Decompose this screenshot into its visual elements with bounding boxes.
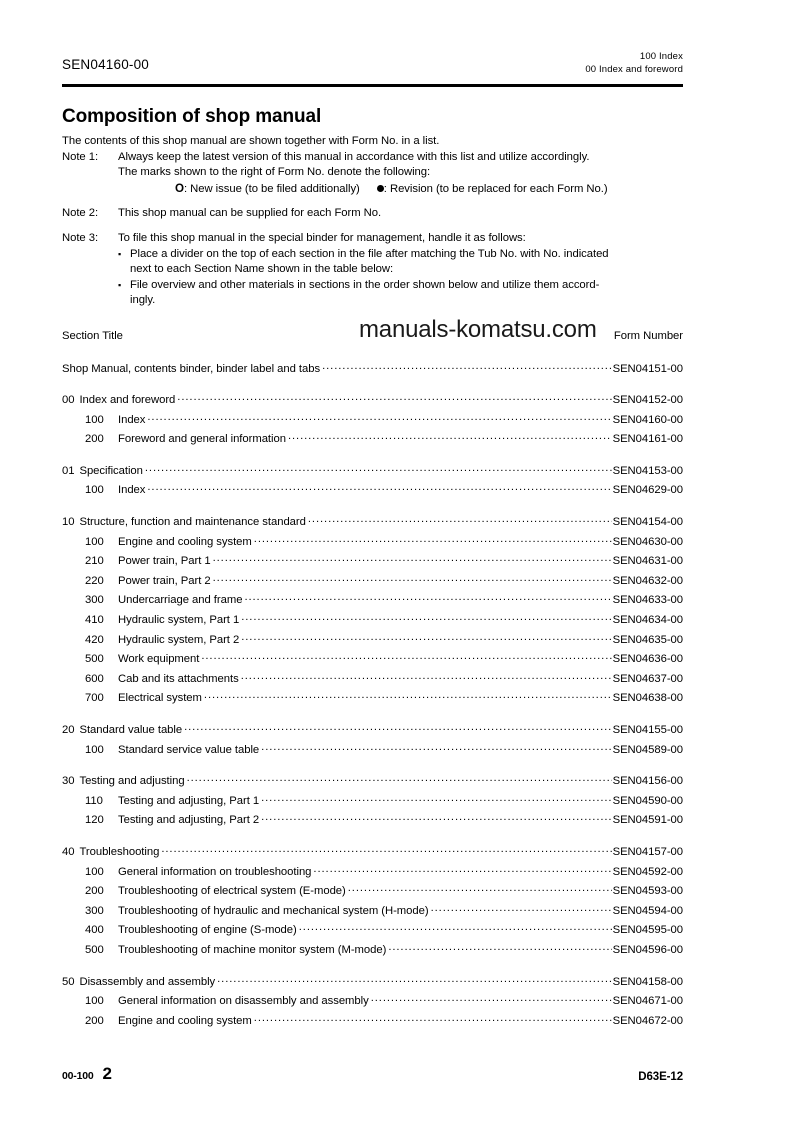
note-3-text: [118, 231, 702, 247]
toc-entry-number: 210: [85, 555, 104, 568]
toc-entry-form-number: SEN04592-00: [612, 865, 683, 878]
toc-spacer: [62, 707, 683, 719]
header-section-line1: 100 Index: [639, 51, 683, 62]
toc-entry-form-number: SEN04153-00: [612, 464, 683, 477]
page-title: Composition of shop manual: [62, 106, 322, 127]
toc-leader-dots: [252, 531, 612, 545]
toc-leader-dots: [239, 609, 611, 623]
toc-entry-label: Hydraulic system, Part 1: [118, 614, 240, 627]
toc-leader-dots: [145, 409, 611, 423]
note-2: [62, 206, 702, 222]
toc-entry-label: Work equipment: [118, 653, 200, 666]
toc-entry[interactable]: [62, 719, 683, 739]
toc-entry-label: Standard service value table: [118, 743, 260, 756]
header-form-number: SEN04160-00: [62, 57, 150, 72]
toc-leader-dots: [259, 790, 611, 804]
toc-entry-form-number: SEN04630-00: [612, 535, 683, 548]
header-section-line2: 00 Index and foreword: [585, 63, 683, 75]
toc-entry-form-number: SEN04593-00: [612, 885, 683, 898]
note-1: [62, 150, 702, 166]
toc-entry-form-number: SEN04596-00: [612, 943, 683, 956]
toc-entry[interactable]: [62, 861, 683, 881]
toc-entry-label: General information on troubleshooting: [118, 865, 312, 878]
toc-leader-dots: [215, 971, 611, 985]
toc-entry-number: 200: [85, 1014, 104, 1027]
toc-entry-form-number: SEN04155-00: [612, 724, 683, 736]
note-3-bullet-2-line-1: File overview and other materials in sections in the order shown below and utilize them accord-: [130, 278, 600, 291]
footer-page-number: 2: [102, 1064, 112, 1083]
toc-leader-dots: [286, 428, 612, 442]
page-footer: [62, 1062, 683, 1084]
toc-spacer: [62, 348, 683, 358]
toc-entry-number: 220: [85, 574, 104, 587]
note-spacer-1: [62, 197, 702, 206]
toc-entry-label: Hydraulic system, Part 2: [118, 633, 240, 646]
toc-entry-form-number: SEN04632-00: [612, 574, 683, 587]
toc-leader-dots: [369, 990, 612, 1004]
toc-entry-label: General information on disassembly and assembly: [118, 995, 369, 1008]
toc-entry[interactable]: [62, 939, 683, 959]
toc-header-section-title: Section Title: [62, 330, 123, 342]
toc-entry-number: 100: [85, 535, 104, 548]
note-3-bullet-2-line-2: ingly.: [130, 294, 156, 307]
note-3-label: Note 3:: [62, 231, 99, 244]
toc-entry-label: Foreword and general information: [118, 433, 286, 446]
toc-leader-dots: [346, 880, 612, 894]
note-spacer-2: [62, 222, 702, 231]
toc-entry-form-number: SEN04589-00: [612, 743, 683, 756]
toc-entry-form-number: SEN04161-00: [612, 433, 683, 446]
toc-entry-label: Troubleshooting of hydraulic and mechanical system (H-mode): [118, 904, 429, 917]
toc-leader-dots: [239, 668, 612, 682]
toc-entry-label: Troubleshooting of electrical system (E-mode): [118, 885, 346, 898]
toc-entry-label: Engine and cooling system: [118, 535, 252, 548]
note-3-bullet-1-line-1: Place a divider on the top of each section in the file after matching the Tub No. with No. indicated: [130, 247, 609, 260]
toc-entry-number: 40: [62, 845, 75, 858]
toc-entry-number: 700: [85, 692, 104, 705]
intro-lede: The contents of this shop manual are shown together with Form No. in a list.: [62, 135, 440, 147]
toc-entry-form-number: SEN04636-00: [612, 653, 683, 666]
toc-entry-label: Power train, Part 1: [118, 555, 211, 568]
note-1-label: Note 1:: [62, 150, 99, 163]
toc-entry-number: 200: [85, 885, 104, 898]
toc-leader-dots: [311, 861, 611, 875]
toc-entry-form-number: SEN04154-00: [612, 516, 683, 529]
toc-entry[interactable]: [62, 900, 683, 920]
toc-entry-number: 600: [85, 672, 104, 685]
watermark-text: manuals-komatsu.com: [359, 316, 597, 343]
toc-entry-form-number: SEN04671-00: [612, 995, 683, 1008]
toc-entry[interactable]: [62, 739, 683, 759]
note-3-intro: To file this shop manual in the special binder for management, handle it as follows:: [118, 231, 526, 244]
note-3-bullet-2-text: [130, 278, 702, 309]
toc-entry-label: Troubleshooting of machine monitor system (M-mode): [118, 943, 387, 956]
footer-left-group: [62, 1064, 112, 1084]
toc-entry[interactable]: [62, 589, 683, 609]
toc-entry[interactable]: [62, 570, 683, 590]
toc-entry-form-number: SEN04638-00: [612, 692, 683, 705]
toc-entry-number: 100: [85, 865, 104, 878]
note-2-text: This shop manual can be supplied for each Form No.: [118, 207, 382, 220]
toc-leader-dots: [386, 939, 611, 953]
toc-leader-dots: [297, 919, 612, 933]
toc-header-form-number: Form Number: [613, 330, 683, 342]
toc-entry-form-number: SEN04631-00: [612, 555, 683, 568]
toc-spacer: [62, 377, 683, 389]
toc-entry-label: Structure, function and maintenance standard: [79, 516, 306, 529]
toc-leader-dots: [306, 511, 612, 525]
toc-entry-label: Undercarriage and frame: [118, 594, 243, 607]
toc-entry-label: Engine and cooling system: [118, 1014, 252, 1027]
toc-entry-form-number: SEN04637-00: [612, 672, 683, 685]
revision-label: : Revision (to be replaced for each Form No.): [383, 182, 608, 195]
toc-entry[interactable]: [62, 609, 683, 629]
toc-entry-form-number: SEN04635-00: [612, 633, 683, 646]
toc-leader-dots: [242, 589, 611, 603]
footer-model-code: D63E-12: [638, 1071, 683, 1083]
toc-leader-dots: [211, 570, 612, 584]
toc-entry[interactable]: [62, 971, 683, 991]
toc-entry-label: Power train, Part 2: [118, 574, 211, 587]
revision-filled-circle-icon: [377, 185, 384, 192]
toc-entry-label: Disassembly and assembly: [79, 975, 216, 988]
toc-entry-label: Testing and adjusting, Part 1: [118, 794, 260, 807]
toc-entry-number: 420: [85, 633, 104, 646]
toc-row-list: [62, 348, 683, 1029]
toc-leader-dots: [211, 550, 612, 564]
toc-spacer: [62, 448, 683, 460]
toc-entry-number: 00: [62, 394, 75, 407]
toc-entry-form-number: SEN04629-00: [612, 484, 683, 497]
toc-entry-form-number: SEN04590-00: [612, 794, 683, 807]
note-3: [62, 231, 702, 247]
toc-entry-form-number: SEN04152-00: [612, 394, 683, 407]
toc-entry-number: 10: [62, 516, 75, 529]
toc-entry[interactable]: [62, 428, 683, 448]
toc-entry[interactable]: [62, 880, 683, 900]
toc-entry-label: Index: [118, 413, 146, 426]
note-1-line-2: The marks shown to the right of Form No. denote the following:: [118, 166, 431, 179]
toc-leader-dots: [145, 479, 611, 493]
toc-entry[interactable]: [62, 550, 683, 570]
toc-entry[interactable]: [62, 409, 683, 429]
toc-entry-form-number: SEN04595-00: [612, 924, 683, 937]
toc-entry[interactable]: [62, 841, 683, 861]
toc-entry-form-number: SEN04594-00: [612, 904, 683, 917]
toc-entry-label: Shop Manual, contents binder, binder label and tabs: [62, 362, 321, 375]
toc-leader-dots: [185, 770, 612, 784]
toc-entry[interactable]: [62, 648, 683, 668]
note-1-continued: [62, 165, 702, 181]
toc-entry-number: 300: [85, 904, 104, 917]
toc-entry[interactable]: [62, 770, 683, 790]
intro-notes-block: [62, 134, 702, 309]
toc-entry[interactable]: [62, 919, 683, 939]
table-of-contents: [62, 330, 683, 1029]
toc-entry-form-number: SEN04634-00: [612, 614, 683, 627]
note-2-label: Note 2:: [62, 207, 99, 220]
toc-entry[interactable]: [62, 511, 683, 531]
toc-entry-number: 100: [85, 995, 104, 1008]
toc-entry-number: 120: [85, 814, 104, 827]
toc-entry-label: Testing and adjusting: [79, 775, 185, 788]
toc-leader-dots: [202, 687, 612, 701]
toc-entry-label: Index: [118, 484, 146, 497]
toc-entry-number: 500: [85, 943, 104, 956]
toc-entry-label: Electrical system: [118, 692, 202, 705]
toc-entry-label: Testing and adjusting, Part 2: [118, 814, 260, 827]
toc-entry-form-number: SEN04160-00: [612, 413, 683, 426]
toc-entry[interactable]: [62, 531, 683, 551]
toc-entry-number: 110: [85, 794, 103, 807]
toc-entry[interactable]: [62, 460, 683, 480]
toc-entry-label: Troubleshooting: [79, 845, 160, 858]
toc-entry-number: 100: [85, 484, 104, 497]
header-divider: [62, 84, 683, 87]
note-3-bullet-1: [118, 247, 702, 278]
toc-leader-dots: [175, 389, 611, 403]
toc-entry[interactable]: [62, 990, 683, 1010]
toc-leader-dots: [159, 841, 611, 855]
toc-entry[interactable]: [62, 668, 683, 688]
footer-section-number: 00-100: [62, 1070, 94, 1082]
toc-leader-dots: [259, 809, 611, 823]
toc-leader-dots: [259, 739, 611, 753]
toc-spacer: [62, 959, 683, 971]
toc-entry-label: Index and foreword: [79, 394, 176, 407]
toc-entry-form-number: SEN04157-00: [612, 845, 683, 858]
toc-entry-form-number: SEN04151-00: [612, 362, 683, 375]
square-bullet-icon-2: ▪: [118, 279, 122, 290]
toc-entry-number: 500: [85, 653, 104, 666]
toc-entry-number: 300: [85, 594, 104, 607]
header-section-ref: [585, 51, 683, 76]
toc-entry-number: 200: [85, 433, 104, 446]
toc-entry[interactable]: [62, 479, 683, 499]
toc-spacer: [62, 758, 683, 770]
note-3-bullet-1-line-2: next to each Section Name shown in the table below:: [130, 263, 394, 276]
note-3-bullet-2: [118, 278, 702, 309]
toc-leader-dots: [199, 648, 611, 662]
toc-entry-form-number: SEN04672-00: [612, 1014, 683, 1027]
toc-entry-number: 410: [85, 614, 104, 627]
toc-entry-label: Standard value table: [79, 724, 183, 736]
toc-entry[interactable]: [62, 629, 683, 649]
square-bullet-icon: ▪: [118, 248, 122, 259]
toc-entry[interactable]: [62, 790, 683, 810]
toc-entry[interactable]: [62, 687, 683, 707]
toc-entry-label: Cab and its attachments: [118, 672, 239, 685]
toc-leader-dots: [429, 900, 612, 914]
toc-entry-number: 30: [62, 775, 75, 788]
note-1-line-1: Always keep the latest version of this manual in accordance with this list and utilize accordingly.: [118, 150, 590, 163]
toc-entry[interactable]: [62, 809, 683, 829]
toc-entry[interactable]: [62, 358, 683, 378]
toc-spacer: [62, 829, 683, 841]
toc-spacer: [62, 499, 683, 511]
toc-entry-label: Specification: [79, 464, 143, 477]
toc-leader-dots: [252, 1010, 612, 1024]
toc-entry[interactable]: [62, 389, 683, 409]
toc-entry-form-number: SEN04591-00: [612, 814, 683, 827]
toc-entry-label: Troubleshooting of engine (S-mode): [118, 924, 297, 937]
toc-entry-number: 100: [85, 743, 104, 756]
toc-entry[interactable]: [62, 1010, 683, 1030]
toc-leader-dots: [320, 358, 611, 372]
marks-legend: [175, 181, 702, 198]
toc-entry-number: 50: [62, 975, 75, 988]
toc-entry-number: 100: [85, 413, 104, 426]
toc-leader-dots: [182, 719, 611, 733]
toc-entry-number: 01: [62, 464, 75, 477]
new-issue-circle-icon: O: [175, 181, 184, 195]
toc-entry-number: 400: [85, 924, 104, 937]
toc-leader-dots: [239, 629, 611, 643]
toc-entry-form-number: SEN04633-00: [612, 594, 683, 607]
toc-entry-form-number: SEN04158-00: [612, 975, 683, 988]
note-3-bullet-1-text: [130, 247, 702, 278]
new-issue-label: : New issue (to be filed additionally): [183, 182, 360, 195]
toc-leader-dots: [143, 460, 612, 474]
toc-entry-number: 20: [62, 724, 75, 736]
toc-entry-form-number: SEN04156-00: [612, 775, 683, 788]
